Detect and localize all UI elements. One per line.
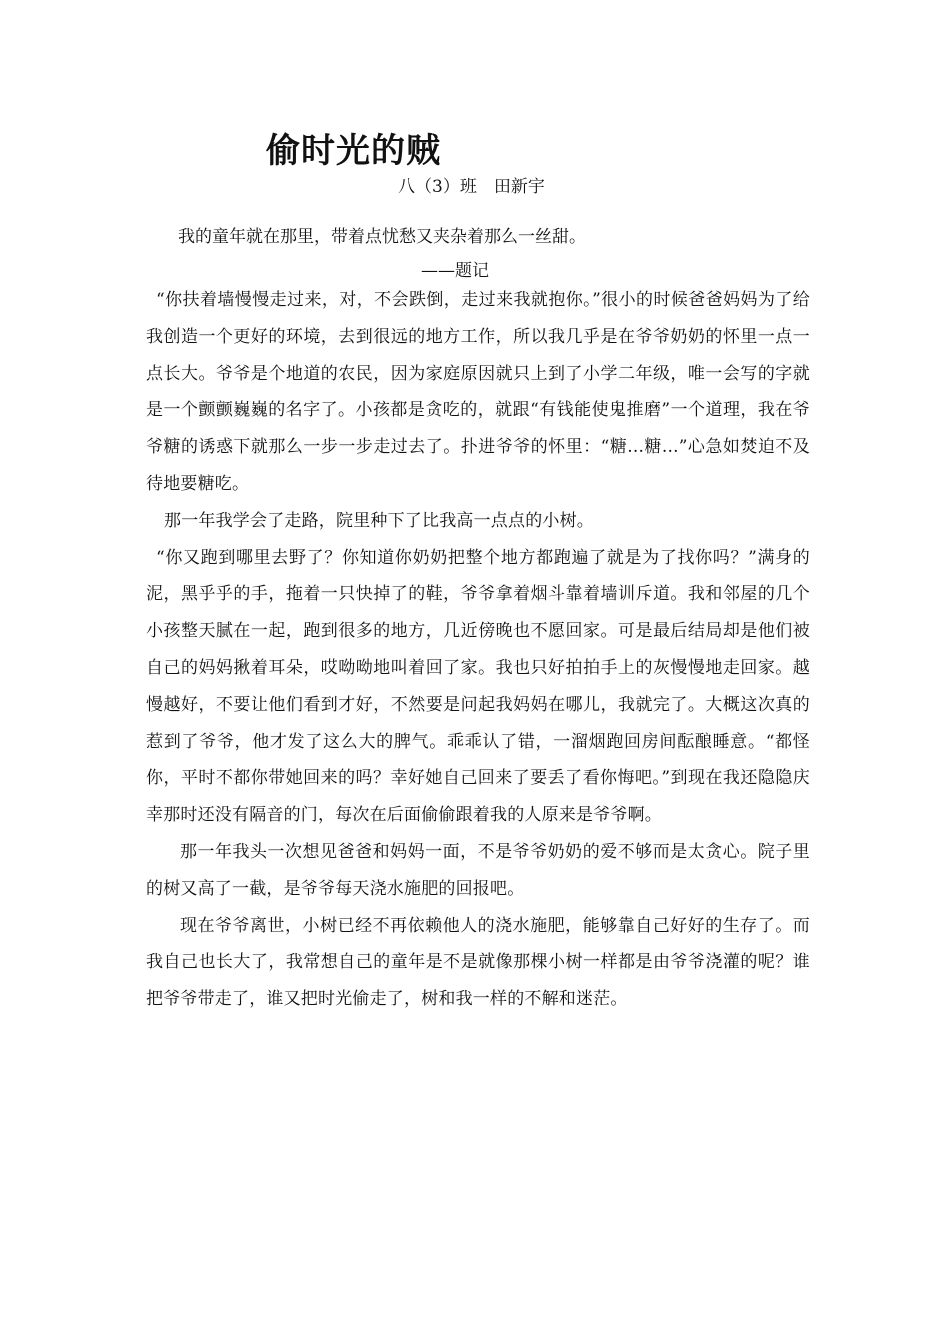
paragraph: 那一年我头一次想见爸爸和妈妈一面，不是爷爷奶奶的爱不够而是太贪心。院子里的树又高了一截，是爷爷每天浇水施肥的回报吧。 (146, 841, 810, 899)
paragraph: 现在爷爷离世，小树已经不再依赖他人的浇水施肥，能够靠自己好好的生存了。而我自己也长大了，我常想自己的童年是不是就像那棵小树一样都是由爷爷浇灌的呢？谁把爷爷带走了，谁又把时光偷走了，树和我一样的不解和迷茫。 (146, 915, 810, 1010)
epigraph-text: 我的童年就在那里，带着点忧愁又夹杂着那么一丝甜。 (178, 227, 586, 247)
epigraph-signature: ——题记 (421, 261, 489, 281)
paragraph: “你又跑到哪里去野了？你知道你奶奶把整个地方都跑遍了就是为了找你吗？”满身的泥，黑乎乎的手，拖着一只快掉了的鞋，爷爷拿着烟斗靠着墙训斥道。我和邻屋的几个小孩整天腻在一起，跑到很多的地方，几近傍晚也不愿回家。可是最后结局却是他们被自己的妈妈揪着耳朵，哎呦呦地叫着回了家。我也只好拍拍手上的灰慢慢地走回家。越慢越好，不要让他们看到才好，不然要是问起我妈妈在哪儿，我就完了。大概这次真的惹到了爷爷，他才发了这么大的脾气。乖乖认了错，一溜烟跑回房间酝酿睡意。“都怪你，平时不都你带她回来的吗？幸好她自己回来了要丢了看你悔吧。”到现在我还隐隐庆幸那时还没有隔音的门，每次在后面偷偷跟着我的人原来是爷爷啊。 (146, 547, 810, 826)
document-title: 偷时光的贼 (266, 131, 441, 171)
paragraph: “你扶着墙慢慢走过来，对，不会跌倒，走过来我就抱你。”很小的时候爸爸妈妈为了给我创造一个更好的环境，去到很远的地方工作，所以我几乎是在爷爷奶奶的怀里一点一点长大。爷爷是个地道的农民，因为家庭原因就只上到了小学二年级，唯一会写的字就是一个颤颤巍巍的名字了。小孩都是贪吃的，就跟“有钱能使鬼推磨”一个道理，我在爷爷糖的诱惑下就那么一步一步走过去了。扑进爷爷的怀里：“糖...糖...”心急如焚迫不及待地要糖吃。 (146, 290, 810, 494)
article-body (146, 282, 810, 1018)
author-byline: 八（3）班 田新宇 (398, 177, 545, 197)
paragraph: 那一年我学会了走路，院里种下了比我高一点点的小树。 (164, 510, 594, 531)
